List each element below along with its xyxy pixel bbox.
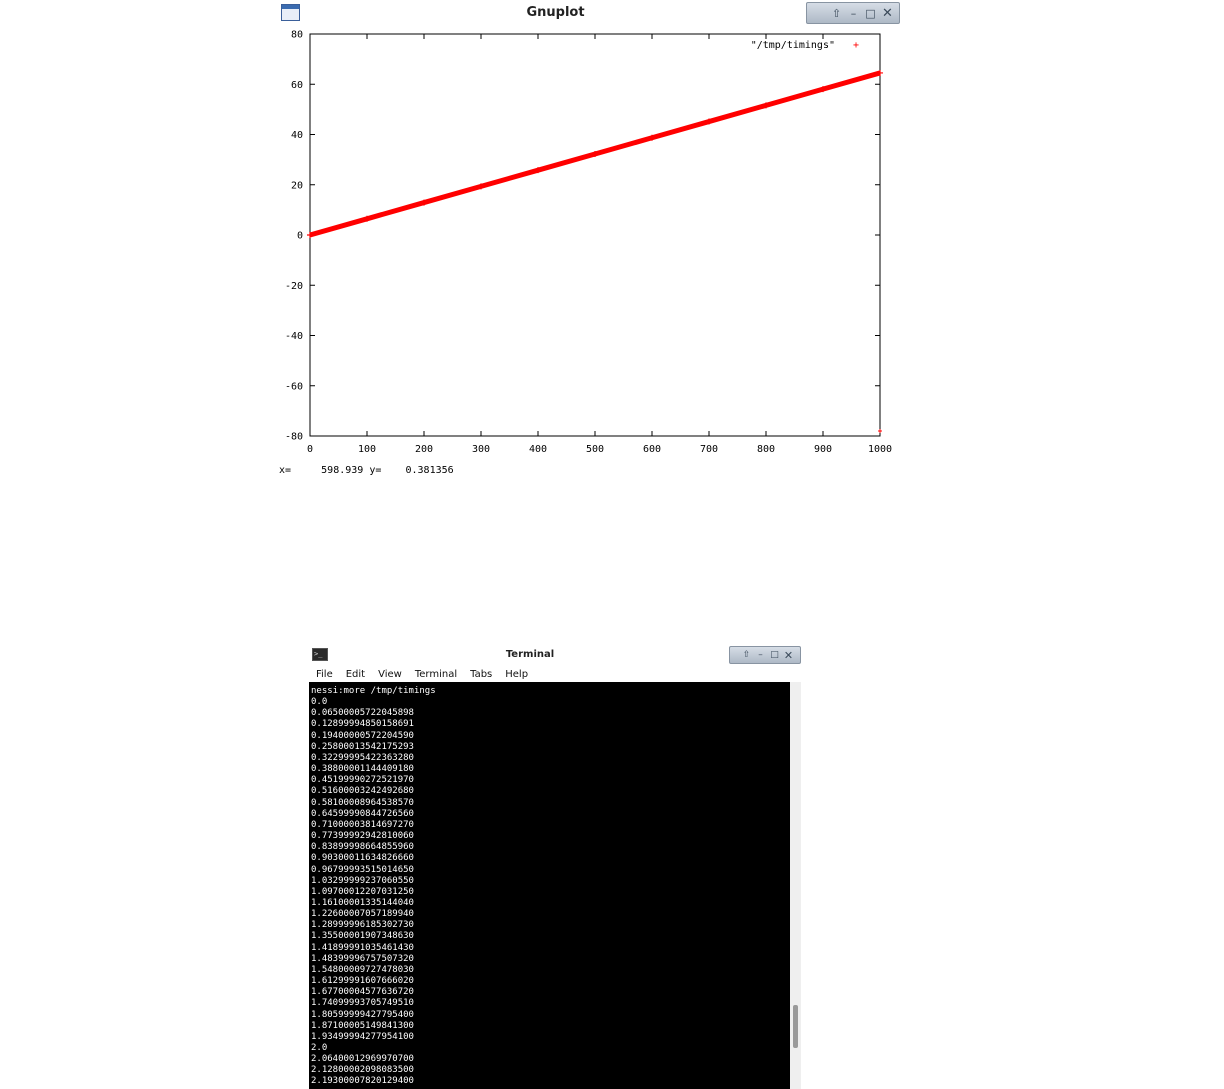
x-tick-label: 700 (699, 444, 719, 455)
y-label: y= (369, 465, 382, 476)
terminal-line: 0.12899994850158691 (311, 719, 414, 730)
scrollbar[interactable] (790, 682, 801, 1089)
y-tick-label: -40 (284, 331, 303, 342)
restore-icon[interactable]: ⇧ (831, 6, 842, 20)
gnuplot-window (278, 0, 900, 490)
terminal-line: 0.25800013542175293 (311, 741, 414, 752)
x-tick-label: 100 (357, 444, 377, 455)
plot-area[interactable] (278, 26, 900, 464)
coordinate-readout (279, 465, 454, 476)
terminal-line: 0.96799993515014650 (311, 864, 414, 875)
data-point (878, 429, 882, 433)
y-tick-label: 80 (290, 29, 303, 41)
terminal-window (309, 645, 801, 1089)
menu-edit[interactable]: Edit (345, 669, 366, 680)
terminal-lines (309, 682, 790, 1088)
terminal-titlebar[interactable] (309, 645, 801, 665)
legend-marker: + (852, 40, 860, 51)
y-tick-label: -20 (284, 280, 303, 292)
x-tick-label: 400 (528, 444, 548, 455)
terminal-line: 0.06500005722045898 (311, 708, 414, 719)
x-tick-label: 600 (642, 444, 662, 455)
maximize-icon[interactable]: □ (865, 6, 876, 20)
x-value: 598.939 (321, 465, 364, 476)
x-tick-label: 500 (585, 444, 605, 455)
terminal-line: 0.0 (311, 697, 328, 708)
terminal-line: 1.48399996757507320 (311, 953, 414, 964)
terminal-line: 1.93499994277954100 (311, 1031, 414, 1042)
x-tick-label: 300 (471, 444, 491, 455)
restore-icon[interactable]: ⇧ (742, 649, 751, 660)
x-tick-label: 0 (306, 444, 314, 455)
menubar (309, 665, 801, 682)
terminal-line: 1.28999996185302730 (311, 920, 414, 931)
x-tick-label: 1000 (867, 444, 893, 455)
terminal-line: 1.35500001907348630 (311, 931, 414, 942)
y-tick-label: -60 (284, 381, 303, 393)
terminal-line: 0.71000003814697270 (311, 819, 414, 830)
terminal-line: 0.32299995422363280 (311, 752, 414, 763)
terminal-line: 0.38800001144409180 (311, 764, 414, 775)
terminal-line: 0.51600003242492680 (311, 786, 414, 797)
maximize-icon[interactable]: □ (770, 649, 779, 660)
terminal-line: 0.45199990272521970 (311, 775, 414, 786)
legend-label: "/tmp/timings" (750, 40, 835, 51)
terminal-line: 0.77399992942810060 (311, 831, 414, 842)
terminal-line: 1.16100001335144040 (311, 897, 414, 908)
y-tick-label: 20 (290, 180, 303, 192)
menu-tabs[interactable]: Tabs (470, 669, 493, 680)
terminal-icon[interactable]: >_ (312, 648, 328, 661)
terminal-line: 0.83899998664855960 (311, 842, 414, 853)
minimize-icon[interactable]: – (758, 649, 763, 660)
terminal-line: 1.09700012207031250 (311, 886, 414, 897)
terminal-line: 0.64599990844726560 (311, 808, 414, 819)
terminal-line: 2.06400012969970700 (311, 1054, 414, 1065)
gnuplot-titlebar[interactable] (278, 0, 900, 26)
menu-terminal[interactable]: Terminal (414, 669, 458, 680)
y-tick-label: 60 (290, 79, 303, 91)
y-tick-label: -80 (284, 431, 303, 443)
terminal-line: 0.19400000572204590 (311, 730, 414, 741)
terminal-line: 2.12800002098083500 (311, 1065, 414, 1076)
terminal-line: 1.61299991607666020 (311, 976, 414, 987)
terminal-line: 1.87100005149841300 (311, 1020, 414, 1031)
y-tick-label: 40 (290, 130, 303, 141)
terminal-line: 1.22600007057189940 (311, 909, 414, 920)
menu-view[interactable]: View (378, 669, 402, 680)
x-tick-label: 800 (756, 444, 776, 455)
x-label: x= (279, 465, 292, 476)
terminal-line: 0.90300011634826660 (311, 853, 414, 864)
window-title: Terminal (505, 649, 555, 660)
terminal-line: 1.67700004577636720 (311, 987, 414, 998)
close-icon[interactable]: ✕ (783, 648, 794, 662)
window-controls (729, 646, 801, 664)
menu-file[interactable]: File (316, 669, 333, 680)
terminal-line: 0.58100008964538570 (311, 797, 414, 808)
minimize-icon[interactable]: – (850, 6, 857, 20)
y-tick-label: 0 (296, 230, 303, 242)
terminal-output[interactable] (309, 682, 790, 1089)
terminal-line: 1.54800009727478030 (311, 964, 414, 975)
terminal-line: 1.74099993705749510 (311, 998, 414, 1009)
y-value: 0.381356 (405, 465, 454, 476)
terminal-line: 2.19300007820129400 (311, 1076, 414, 1087)
window-title: Gnuplot (526, 5, 585, 20)
x-tick-label: 900 (813, 444, 833, 455)
terminal-line: 1.03299999237060550 (311, 875, 414, 886)
scrollbar-thumb[interactable] (793, 1005, 798, 1048)
terminal-line: nessi:more /tmp/timings (311, 686, 436, 696)
menu-help[interactable]: Help (505, 669, 529, 680)
terminal-line: 2.0 (311, 1043, 328, 1053)
x-tick-label: 200 (414, 444, 434, 455)
terminal-line: 1.80599999427795400 (311, 1009, 414, 1020)
plot-frame (310, 34, 880, 436)
close-icon[interactable]: ✕ (882, 5, 893, 21)
terminal-line: 1.41899991035461430 (311, 942, 414, 953)
window-controls (806, 2, 900, 24)
